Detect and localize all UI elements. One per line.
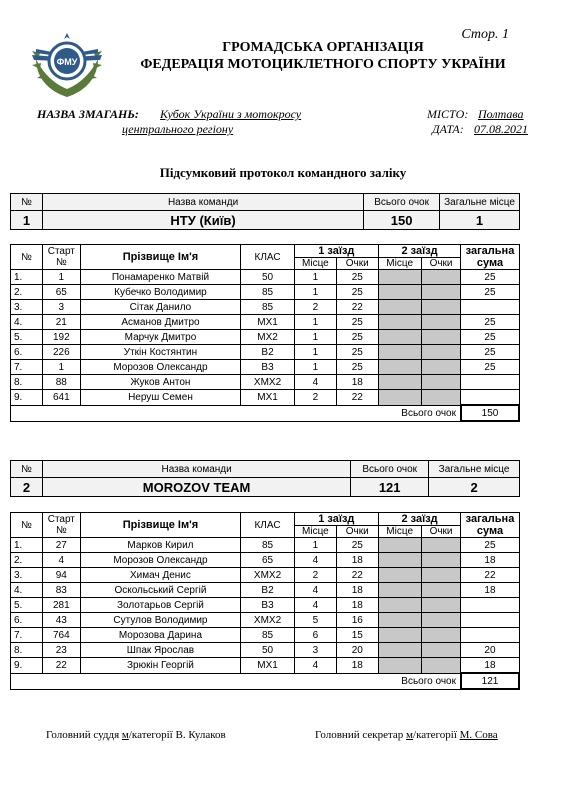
team-summary-table — [10, 193, 520, 230]
participant-name: Химач Денис — [80, 568, 240, 583]
race1-place: 4 — [294, 553, 336, 568]
team-total: 150 — [364, 211, 440, 230]
participants-table — [10, 512, 520, 690]
secretary-name: М. Сова — [459, 729, 498, 741]
race1-place: 5 — [294, 613, 336, 628]
race2-place — [378, 538, 421, 553]
participant-sum: 20 — [461, 643, 519, 658]
start-number: 281 — [42, 598, 80, 613]
race1-points: 25 — [336, 285, 378, 300]
row-num: 2. — [11, 553, 43, 568]
start-number: 27 — [42, 538, 80, 553]
federation-logo — [28, 25, 106, 103]
col-start-header: Старт № — [42, 513, 80, 538]
start-number: 94 — [42, 568, 80, 583]
race2-points — [421, 583, 461, 598]
row-num: 7. — [11, 360, 43, 375]
race1-place: 2 — [294, 390, 336, 406]
total-label: Всього очок — [11, 405, 461, 421]
participant-row — [11, 583, 520, 598]
team-num-header: № — [11, 194, 43, 211]
start-number: 65 — [42, 285, 80, 300]
participant-name: Шпак Ярослав — [80, 643, 240, 658]
participant-class: MX1 — [241, 390, 295, 406]
race2-place — [378, 300, 421, 315]
participant-class: 85 — [241, 285, 295, 300]
row-num: 7. — [11, 628, 43, 643]
race2-place — [378, 628, 421, 643]
team-name-header: Назва команди — [42, 194, 363, 211]
participant-class: B2 — [241, 583, 295, 598]
row-num: 8. — [11, 375, 43, 390]
row-num: 2. — [11, 285, 43, 300]
start-number: 88 — [42, 375, 80, 390]
race2-points — [421, 360, 461, 375]
race1-points: 18 — [336, 658, 378, 674]
race2-header: 2 заїзд — [378, 245, 461, 258]
participant-row — [11, 360, 520, 375]
start-number: 1 — [42, 360, 80, 375]
race1-points: 15 — [336, 628, 378, 643]
race2-points — [421, 553, 461, 568]
participant-row — [11, 658, 520, 674]
col-start-header: Старт № — [42, 245, 80, 270]
race2-points — [421, 330, 461, 345]
participant-name: Золотарьов Сергій — [80, 598, 240, 613]
participant-sum: 25 — [461, 345, 519, 360]
secretary-category: м — [406, 729, 414, 741]
race1-points: 25 — [336, 330, 378, 345]
race1-points: 20 — [336, 643, 378, 658]
city-label: МІСТО: — [427, 107, 469, 121]
col-num-header: № — [11, 245, 43, 270]
team-name: MOROZOV TEAM — [42, 478, 350, 497]
org-title-line1: ГРОМАДСЬКА ОРГАНІЗАЦІЯ — [222, 40, 424, 55]
race2-place — [378, 553, 421, 568]
participant-name: Кубечко Володимир — [80, 285, 240, 300]
svg-text:ФМУ: ФМУ — [56, 57, 78, 67]
participant-class: B3 — [241, 598, 295, 613]
row-num: 5. — [11, 330, 43, 345]
start-number: 21 — [42, 315, 80, 330]
col-class-header: КЛАС — [241, 513, 295, 538]
race2-place — [378, 270, 421, 285]
secretary-label: Головний секретар — [315, 729, 404, 741]
participant-row — [11, 300, 520, 315]
race1-points: 18 — [336, 553, 378, 568]
row-num: 9. — [11, 658, 43, 674]
start-number: 83 — [42, 583, 80, 598]
participants-table — [10, 244, 520, 422]
race1-place: 2 — [294, 568, 336, 583]
participant-row — [11, 613, 520, 628]
race1-points-header: Очки — [336, 258, 378, 270]
race1-place: 3 — [294, 643, 336, 658]
row-num: 6. — [11, 613, 43, 628]
row-num: 3. — [11, 568, 43, 583]
team-place-header: Загальне місце — [440, 194, 520, 211]
participant-sum: 25 — [461, 538, 519, 553]
race2-points — [421, 613, 461, 628]
participant-sum: 18 — [461, 658, 519, 674]
race2-points — [421, 628, 461, 643]
participant-class: MX2 — [241, 330, 295, 345]
row-num: 1. — [11, 538, 43, 553]
city-value: Полтава — [478, 107, 524, 121]
participant-row — [11, 285, 520, 300]
col-num-header: № — [11, 513, 43, 538]
race2-points — [421, 568, 461, 583]
team-total: 121 — [351, 478, 429, 497]
race1-place-header: Місце — [294, 526, 336, 538]
col-sum-header: загальна сума — [461, 245, 519, 270]
row-num: 5. — [11, 598, 43, 613]
participant-row — [11, 270, 520, 285]
race2-points — [421, 658, 461, 674]
race2-place — [378, 583, 421, 598]
race2-points-header: Очки — [421, 526, 461, 538]
org-title-line2: ФЕДЕРАЦІЯ МОТОЦИКЛЕТНОГО СПОРТУ УКРАЇНИ — [140, 57, 506, 72]
participant-class: 65 — [241, 553, 295, 568]
participant-sum: 25 — [461, 285, 519, 300]
event-name-line2: центрального регіону — [122, 122, 234, 136]
participant-row — [11, 568, 520, 583]
participant-name: Марчук Дмитро — [80, 330, 240, 345]
judge-category: м — [121, 729, 129, 741]
race2-place — [378, 568, 421, 583]
participant-class: ХМХ2 — [241, 613, 295, 628]
secretary-category-label: /категорії — [413, 729, 457, 741]
team-num-header: № — [11, 461, 43, 478]
race2-place-header: Місце — [378, 526, 421, 538]
participant-class: 85 — [241, 300, 295, 315]
race2-place — [378, 598, 421, 613]
page-number: Стор. 1 — [461, 27, 509, 42]
row-num: 8. — [11, 643, 43, 658]
participant-name: Морозов Олександр — [80, 360, 240, 375]
race1-points: 22 — [336, 390, 378, 406]
participant-row — [11, 390, 520, 406]
race2-place — [378, 315, 421, 330]
race2-points-header: Очки — [421, 258, 461, 270]
participant-sum: 25 — [461, 270, 519, 285]
race2-points — [421, 270, 461, 285]
race1-place: 4 — [294, 598, 336, 613]
race1-place: 1 — [294, 538, 336, 553]
race2-points — [421, 538, 461, 553]
participant-sum: 25 — [461, 315, 519, 330]
race1-points: 18 — [336, 583, 378, 598]
race2-place — [378, 360, 421, 375]
participant-name: Асманов Дмитро — [80, 315, 240, 330]
total-row — [11, 673, 520, 689]
race2-place — [378, 285, 421, 300]
race1-place: 6 — [294, 628, 336, 643]
participant-class: B2 — [241, 345, 295, 360]
judge-category-label: /категорії — [128, 729, 173, 741]
race2-place — [378, 390, 421, 406]
row-num: 4. — [11, 315, 43, 330]
team-name: НТУ (Київ) — [42, 211, 363, 230]
participant-row — [11, 628, 520, 643]
race1-place: 1 — [294, 270, 336, 285]
race1-place: 4 — [294, 583, 336, 598]
race1-place: 1 — [294, 360, 336, 375]
team-summary-table — [10, 460, 520, 497]
race1-points-header: Очки — [336, 526, 378, 538]
start-number: 22 — [42, 658, 80, 674]
participant-class: 50 — [241, 643, 295, 658]
participant-name: Зрюкін Георгій — [80, 658, 240, 674]
race2-points — [421, 300, 461, 315]
judge-signature — [46, 729, 226, 741]
start-number: 226 — [42, 345, 80, 360]
race1-points: 25 — [336, 538, 378, 553]
race2-points — [421, 598, 461, 613]
row-num: 1. — [11, 270, 43, 285]
race1-place: 1 — [294, 345, 336, 360]
total-row — [11, 405, 520, 421]
race2-place — [378, 658, 421, 674]
col-sum-header: загальна сума — [461, 513, 519, 538]
race1-points: 25 — [336, 360, 378, 375]
participant-sum — [461, 300, 519, 315]
participant-name: Понамаренко Матвій — [80, 270, 240, 285]
participant-sum: 25 — [461, 360, 519, 375]
participant-name: Неруш Семен — [80, 390, 240, 406]
team-total-header: Всього очок — [364, 194, 440, 211]
participant-class: 85 — [241, 628, 295, 643]
col-name-header: Прізвище Ім'я — [80, 513, 240, 538]
race2-place — [378, 345, 421, 360]
participant-row — [11, 315, 520, 330]
participant-name: Морозов Олександр — [80, 553, 240, 568]
protocol-title: Підсумковий протокол командного заліку — [159, 165, 407, 180]
race2-place — [378, 330, 421, 345]
event-name-label: НАЗВА ЗМАГАНЬ: — [37, 107, 139, 121]
start-number: 3 — [42, 300, 80, 315]
total-value: 150 — [461, 405, 519, 421]
race1-place-header: Місце — [294, 258, 336, 270]
race2-place — [378, 643, 421, 658]
participant-sum — [461, 628, 519, 643]
race2-points — [421, 375, 461, 390]
participant-sum: 22 — [461, 568, 519, 583]
race2-header: 2 заїзд — [378, 513, 461, 526]
judge-name: В. Кулаков — [175, 729, 226, 741]
team-total-header: Всього очок — [351, 461, 429, 478]
race1-place: 1 — [294, 315, 336, 330]
participant-sum: 18 — [461, 553, 519, 568]
race1-points: 22 — [336, 300, 378, 315]
participant-name: Уткін Костянтин — [80, 345, 240, 360]
team-place: 1 — [440, 211, 520, 230]
total-label: Всього очок — [11, 673, 461, 689]
participant-sum — [461, 598, 519, 613]
date-value: 07.08.2021 — [474, 122, 528, 136]
race1-points: 16 — [336, 613, 378, 628]
start-number: 43 — [42, 613, 80, 628]
race2-place-header: Місце — [378, 258, 421, 270]
start-number: 1 — [42, 270, 80, 285]
participant-row — [11, 643, 520, 658]
participant-name: Сутулов Володимир — [80, 613, 240, 628]
race2-place — [378, 613, 421, 628]
participant-sum: 25 — [461, 330, 519, 345]
race1-points: 25 — [336, 315, 378, 330]
row-num: 3. — [11, 300, 43, 315]
participant-name: Сітак Данило — [80, 300, 240, 315]
col-name-header: Прізвище Ім'я — [80, 245, 240, 270]
race2-points — [421, 643, 461, 658]
race1-header: 1 заїзд — [294, 245, 378, 258]
participant-row — [11, 538, 520, 553]
row-num: 6. — [11, 345, 43, 360]
race1-place: 4 — [294, 375, 336, 390]
start-number: 192 — [42, 330, 80, 345]
participant-class: 50 — [241, 270, 295, 285]
race2-points — [421, 315, 461, 330]
participant-name: Жуков Антон — [80, 375, 240, 390]
date-label: ДАТА: — [432, 122, 464, 136]
start-number: 23 — [42, 643, 80, 658]
row-num: 4. — [11, 583, 43, 598]
secretary-signature — [315, 729, 498, 741]
participant-name: Оскольський Сергій — [80, 583, 240, 598]
start-number: 764 — [42, 628, 80, 643]
participant-class: ХМХ2 — [241, 375, 295, 390]
participant-class: MX1 — [241, 658, 295, 674]
team-num: 2 — [11, 478, 43, 497]
participant-class: 85 — [241, 538, 295, 553]
race2-points — [421, 285, 461, 300]
race1-header: 1 заїзд — [294, 513, 378, 526]
team-place-header: Загальне місце — [429, 461, 520, 478]
participant-row — [11, 330, 520, 345]
team-name-header: Назва команди — [42, 461, 350, 478]
participant-sum — [461, 390, 519, 406]
total-value: 121 — [461, 673, 519, 689]
race1-place: 4 — [294, 658, 336, 674]
participant-row — [11, 375, 520, 390]
participant-name: Морозова Дарина — [80, 628, 240, 643]
team-place: 2 — [429, 478, 520, 497]
participant-sum — [461, 375, 519, 390]
participant-row — [11, 553, 520, 568]
race1-points: 25 — [336, 270, 378, 285]
participant-class: MX1 — [241, 315, 295, 330]
race1-place: 2 — [294, 300, 336, 315]
participant-row — [11, 345, 520, 360]
col-class-header: КЛАС — [241, 245, 295, 270]
race1-points: 25 — [336, 345, 378, 360]
judge-label: Головний суддя — [46, 729, 120, 741]
row-num: 9. — [11, 390, 43, 406]
team-num: 1 — [11, 211, 43, 230]
start-number: 641 — [42, 390, 80, 406]
participant-name: Марков Кирил — [80, 538, 240, 553]
event-name-line1: Кубок України з мотокросу — [160, 107, 302, 121]
participant-sum — [461, 613, 519, 628]
participant-class: ХМХ2 — [241, 568, 295, 583]
race2-points — [421, 390, 461, 406]
participant-sum: 18 — [461, 583, 519, 598]
start-number: 4 — [42, 553, 80, 568]
race2-points — [421, 345, 461, 360]
race1-place: 1 — [294, 285, 336, 300]
race1-points: 18 — [336, 598, 378, 613]
participant-row — [11, 598, 520, 613]
race1-points: 22 — [336, 568, 378, 583]
race2-place — [378, 375, 421, 390]
race1-points: 18 — [336, 375, 378, 390]
race1-place: 1 — [294, 330, 336, 345]
participant-class: B3 — [241, 360, 295, 375]
